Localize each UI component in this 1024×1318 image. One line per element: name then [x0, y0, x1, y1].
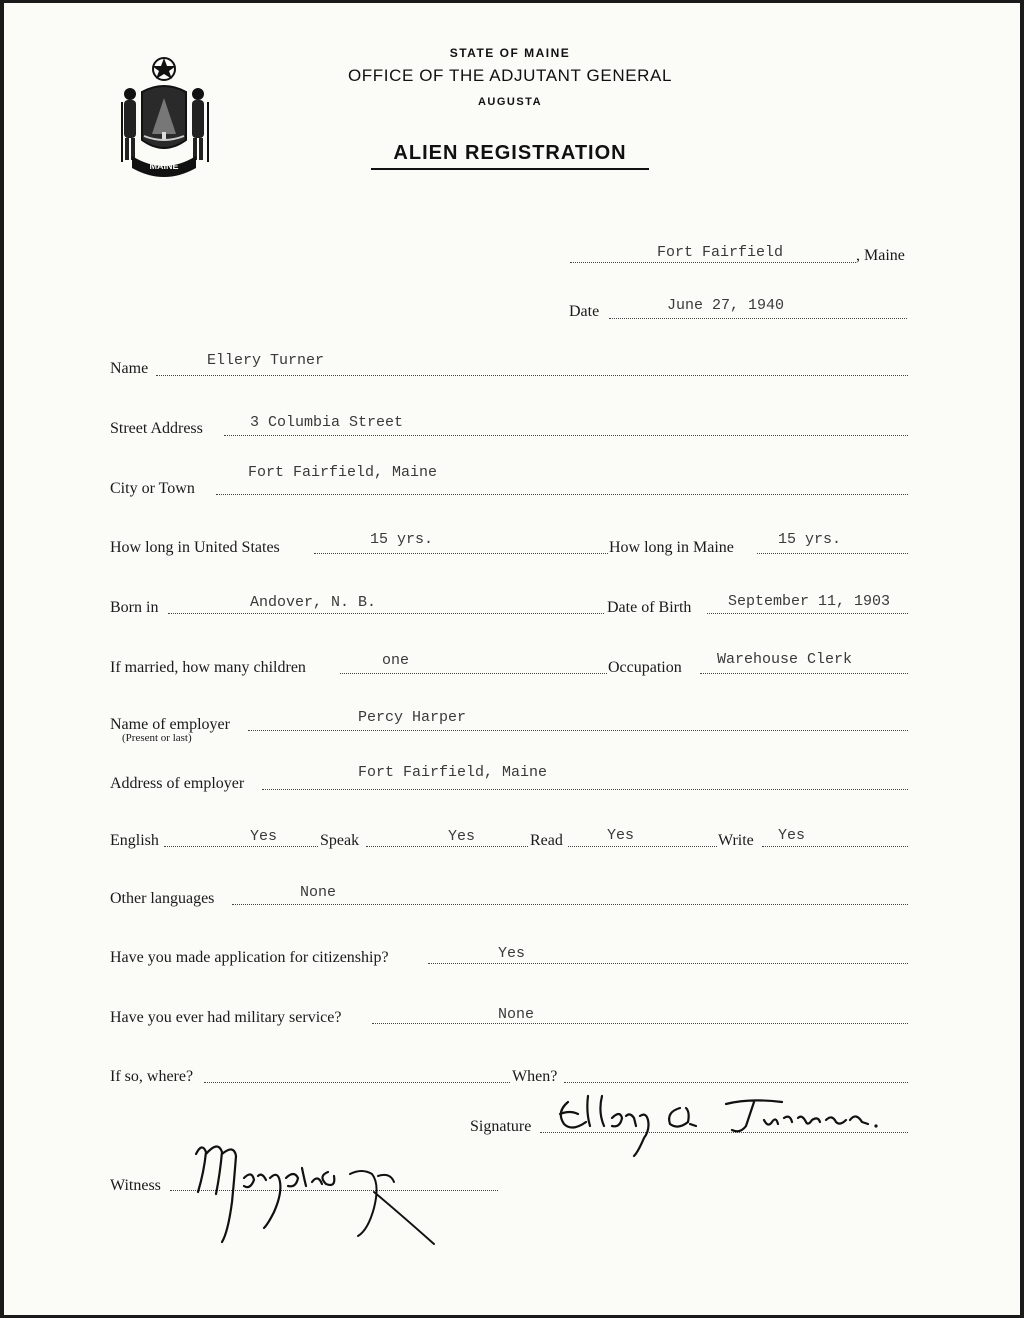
- military-value: None: [498, 1006, 535, 1023]
- speak-line: [366, 846, 528, 847]
- english-label: English: [110, 832, 159, 849]
- place-value: Fort Fairfield: [657, 244, 784, 261]
- signature-label: Signature: [470, 1118, 532, 1135]
- employer-value: Percy Harper: [358, 709, 467, 726]
- born-value: Andover, N. B.: [250, 594, 377, 611]
- name-label: Name: [110, 360, 149, 377]
- us-duration-label: How long in United States: [110, 539, 280, 556]
- applicant-signature: [550, 1082, 906, 1162]
- citizenship-line: [428, 963, 908, 964]
- occupation-value: Warehouse Clerk: [717, 651, 853, 668]
- read-value: Yes: [607, 827, 635, 844]
- english-value: Yes: [250, 828, 278, 845]
- city-label: City or Town: [110, 480, 195, 497]
- languages-value: None: [300, 884, 337, 901]
- office-heading: OFFICE OF THE ADJUTANT GENERAL: [347, 66, 673, 85]
- english-line: [164, 846, 318, 847]
- maine-duration-value: 15 yrs.: [778, 531, 842, 548]
- dob-value: September 11, 1903: [728, 593, 891, 610]
- write-line: [762, 846, 908, 847]
- where-line: [204, 1082, 510, 1083]
- when-label: When?: [512, 1068, 558, 1085]
- military-line: [372, 1023, 908, 1024]
- employer-address-line: [262, 789, 908, 790]
- write-value: Yes: [778, 827, 806, 844]
- date-label: Date: [569, 303, 600, 320]
- witness-label: Witness: [110, 1177, 161, 1194]
- place-line: [570, 262, 856, 263]
- speak-label: Speak: [320, 832, 360, 849]
- languages-line: [232, 904, 908, 905]
- name-value: Ellery Turner: [207, 352, 325, 369]
- employer-line: [248, 730, 908, 731]
- write-label: Write: [718, 832, 754, 849]
- place-suffix: , Maine: [856, 247, 905, 264]
- street-label: Street Address: [110, 420, 203, 437]
- military-label: Have you ever had military service?: [110, 1009, 342, 1026]
- maine-duration-label: How long in Maine: [609, 539, 734, 556]
- children-value: one: [382, 652, 410, 669]
- children-label: If married, how many children: [110, 659, 306, 676]
- date-value: June 27, 1940: [667, 297, 785, 314]
- city-heading: AUGUSTA: [477, 96, 543, 108]
- city-line: [216, 494, 908, 495]
- maine-duration-line: [757, 553, 908, 554]
- born-line: [168, 613, 604, 614]
- citizenship-value: Yes: [498, 945, 526, 962]
- svg-text:MAINE: MAINE: [149, 161, 179, 171]
- street-line: [224, 435, 908, 436]
- us-duration-value: 15 yrs.: [370, 531, 434, 548]
- name-line: [156, 375, 908, 376]
- speak-value: Yes: [448, 828, 476, 845]
- employer-address-value: Fort Fairfield, Maine: [358, 764, 548, 781]
- witness-signature: [178, 1132, 440, 1252]
- employer-address-label: Address of employer: [110, 775, 245, 792]
- employer-sublabel: (Present or last): [122, 732, 192, 744]
- occupation-line: [700, 673, 908, 674]
- title-underline: [371, 168, 649, 170]
- maine-state-seal-icon: [112, 52, 216, 182]
- children-line: [340, 673, 607, 674]
- occupation-label: Occupation: [608, 659, 682, 676]
- languages-label: Other languages: [110, 890, 215, 907]
- us-duration-line: [314, 553, 608, 554]
- where-label: If so, where?: [110, 1068, 194, 1085]
- read-label: Read: [530, 832, 563, 849]
- form-title: ALIEN REGISTRATION: [393, 142, 627, 164]
- born-label: Born in: [110, 599, 159, 616]
- read-line: [568, 846, 717, 847]
- city-value: Fort Fairfield, Maine: [248, 464, 438, 481]
- date-line: [609, 318, 907, 319]
- citizenship-label: Have you made application for citizenship?: [110, 949, 389, 966]
- state-heading: STATE OF MAINE: [449, 46, 571, 60]
- dob-line: [707, 613, 908, 614]
- dob-label: Date of Birth: [607, 599, 692, 616]
- employer-label: Name of employer: [110, 716, 230, 733]
- street-value: 3 Columbia Street: [250, 414, 404, 431]
